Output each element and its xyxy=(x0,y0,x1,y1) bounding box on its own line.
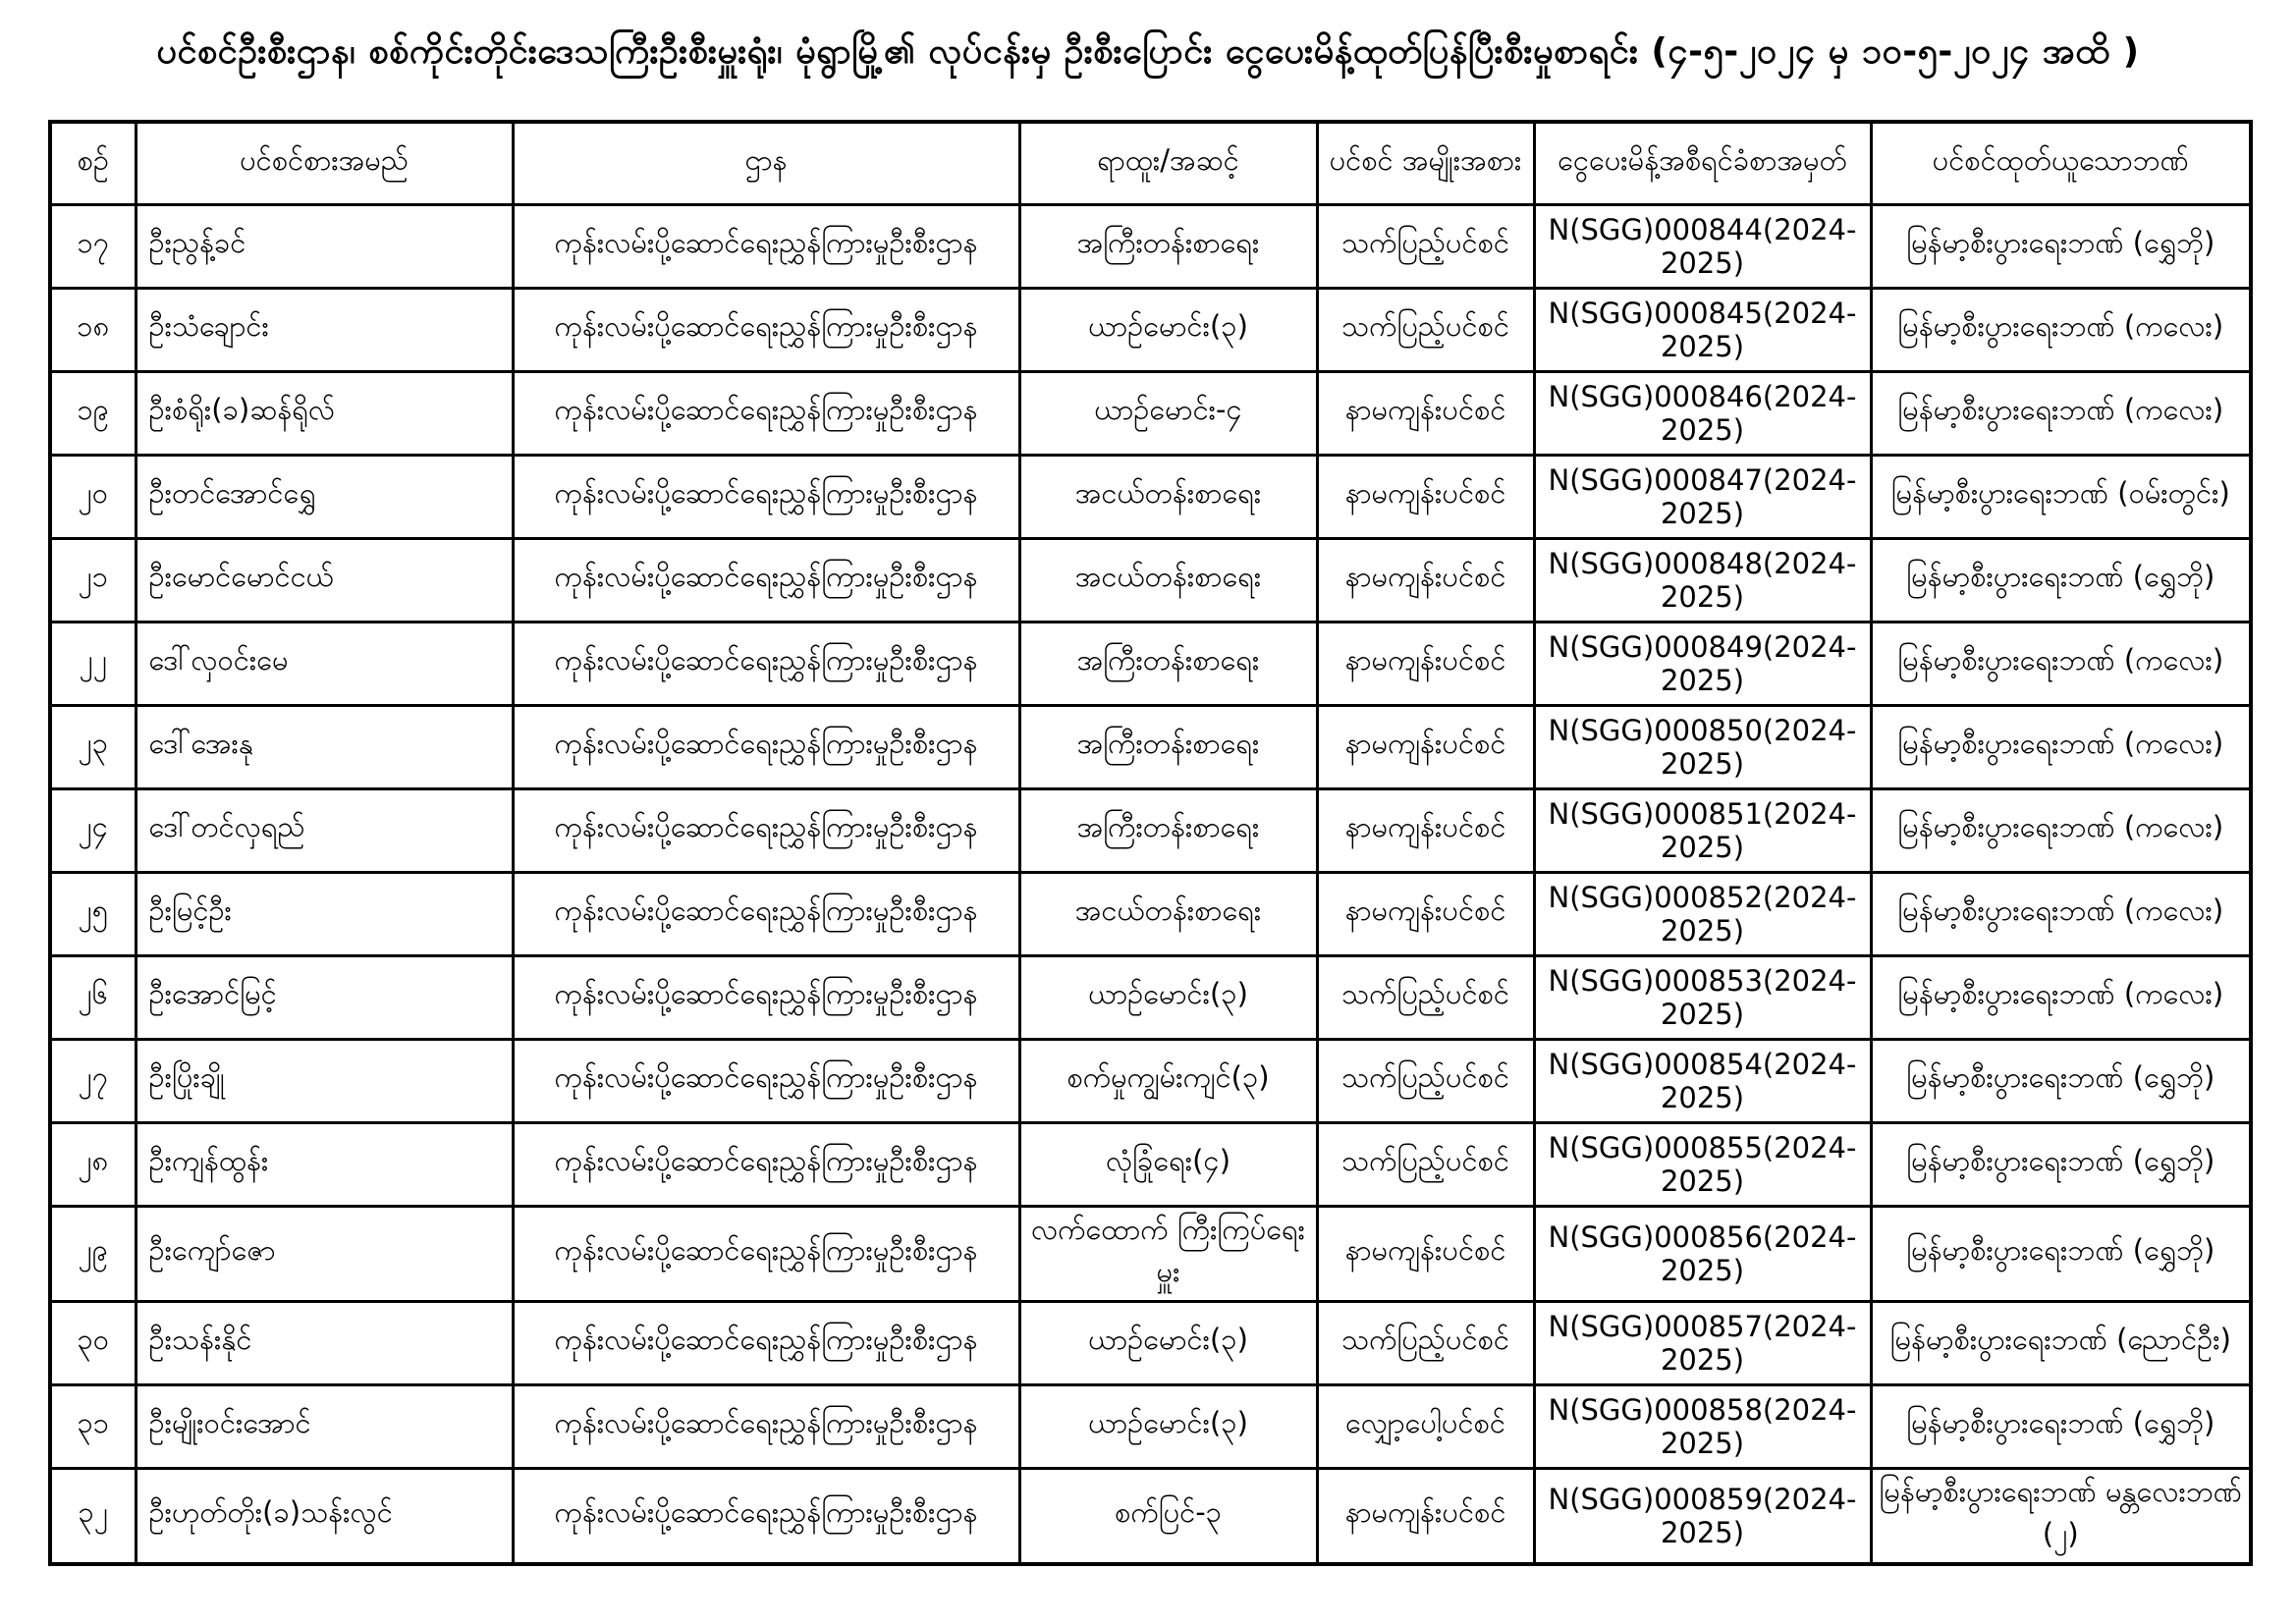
cell-serial: ၂၉ xyxy=(50,1206,136,1301)
table-row xyxy=(50,371,2251,455)
table-row xyxy=(50,288,2251,371)
cell-bank: မြန်မာ့စီးပွားရေးဘဏ် (ရွှေဘို) xyxy=(1871,1122,2251,1206)
cell-department: ကုန်းလမ်းပို့ဆောင်ရေးညွှန်ကြားမှုဦးစီးဌာန xyxy=(513,371,1019,455)
cell-name: ဦးသန်းနိုင် xyxy=(136,1301,513,1384)
cell-serial: ၂၁ xyxy=(50,538,136,622)
cell-position: ယာဉ်မောင်း(၃) xyxy=(1019,1384,1317,1468)
cell-pension-type: နာမကျန်းပင်စင် xyxy=(1317,371,1534,455)
cell-serial: ၂၂ xyxy=(50,622,136,705)
cell-bank: မြန်မာ့စီးပွားရေးဘဏ် (ကလေး) xyxy=(1871,622,2251,705)
cell-serial: ၂၅ xyxy=(50,872,136,955)
cell-position: အကြီးတန်းစာရေး xyxy=(1019,204,1317,288)
cell-department: ကုန်းလမ်းပို့ဆောင်ရေးညွှန်ကြားမှုဦးစီးဌာန xyxy=(513,455,1019,538)
header-department: ဌာန xyxy=(513,122,1019,204)
table-row xyxy=(50,1206,2251,1301)
cell-name: ဦးပြိုးချို xyxy=(136,1039,513,1122)
cell-payment-order-number: N(SGG)000854(2024-2025) xyxy=(1534,1039,1871,1122)
cell-position: အငယ်တန်းစာရေး xyxy=(1019,538,1317,622)
table-row xyxy=(50,1301,2251,1384)
cell-pension-type: သက်ပြည့်ပင်စင် xyxy=(1317,288,1534,371)
table-row xyxy=(50,622,2251,705)
table-row xyxy=(50,455,2251,538)
table-row xyxy=(50,1384,2251,1468)
cell-department: ကုန်းလမ်းပို့ဆောင်ရေးညွှန်ကြားမှုဦးစီးဌာန xyxy=(513,288,1019,371)
cell-name: ဦးကျန်ထွန်း xyxy=(136,1122,513,1206)
cell-payment-order-number: N(SGG)000847(2024-2025) xyxy=(1534,455,1871,538)
table-row xyxy=(50,538,2251,622)
cell-department: ကုန်းလမ်းပို့ဆောင်ရေးညွှန်ကြားမှုဦးစီးဌာန xyxy=(513,1384,1019,1468)
cell-department: ကုန်းလမ်းပို့ဆောင်ရေးညွှန်ကြားမှုဦးစီးဌာန xyxy=(513,1206,1019,1301)
cell-pension-type: သက်ပြည့်ပင်စင် xyxy=(1317,1301,1534,1384)
table-row xyxy=(50,705,2251,788)
cell-pension-type: နာမကျန်းပင်စင် xyxy=(1317,1206,1534,1301)
cell-payment-order-number: N(SGG)000846(2024-2025) xyxy=(1534,371,1871,455)
cell-serial: ၂၇ xyxy=(50,1039,136,1122)
cell-serial: ၃၁ xyxy=(50,1384,136,1468)
table-header-row xyxy=(50,122,2251,204)
cell-bank: မြန်မာ့စီးပွားရေးဘဏ် (ညောင်ဦး) xyxy=(1871,1301,2251,1384)
cell-bank: မြန်မာ့စီးပွားရေးဘဏ် (ကလေး) xyxy=(1871,872,2251,955)
cell-position: အငယ်တန်းစာရေး xyxy=(1019,455,1317,538)
cell-position: အငယ်တန်းစာရေး xyxy=(1019,872,1317,955)
table-body xyxy=(50,204,2251,1564)
cell-position: အကြီးတန်းစာရေး xyxy=(1019,705,1317,788)
cell-pension-type: သက်ပြည့်ပင်စင် xyxy=(1317,1039,1534,1122)
cell-department: ကုန်းလမ်းပို့ဆောင်ရေးညွှန်ကြားမှုဦးစီးဌာန xyxy=(513,705,1019,788)
header-payment-order-number: ငွေပေးမိန့်အစီရင်ခံစာအမှတ် xyxy=(1534,122,1871,204)
cell-payment-order-number: N(SGG)000851(2024-2025) xyxy=(1534,788,1871,872)
cell-serial: ၂၀ xyxy=(50,455,136,538)
header-serial: စဉ် xyxy=(50,122,136,204)
cell-position: လုံခြုံရေး(၄) xyxy=(1019,1122,1317,1206)
cell-payment-order-number: N(SGG)000856(2024-2025) xyxy=(1534,1206,1871,1301)
cell-payment-order-number: N(SGG)000855(2024-2025) xyxy=(1534,1122,1871,1206)
cell-name: ဦးသံချောင်း xyxy=(136,288,513,371)
cell-payment-order-number: N(SGG)000859(2024-2025) xyxy=(1534,1468,1871,1564)
table-row xyxy=(50,1122,2251,1206)
cell-payment-order-number: N(SGG)000845(2024-2025) xyxy=(1534,288,1871,371)
cell-payment-order-number: N(SGG)000853(2024-2025) xyxy=(1534,955,1871,1039)
table-row xyxy=(50,204,2251,288)
cell-department: ကုန်းလမ်းပို့ဆောင်ရေးညွှန်ကြားမှုဦးစီးဌာန xyxy=(513,1468,1019,1564)
cell-serial: ၂၆ xyxy=(50,955,136,1039)
cell-bank: မြန်မာ့စီးပွားရေးဘဏ် (ရွှေဘို) xyxy=(1871,538,2251,622)
cell-name: ဦးတင်အောင်ရွှေ xyxy=(136,455,513,538)
cell-name: ဒေါ်တင်လှရည် xyxy=(136,788,513,872)
cell-pension-type: သက်ပြည့်ပင်စင် xyxy=(1317,1122,1534,1206)
cell-pension-type: သက်ပြည့်ပင်စင် xyxy=(1317,204,1534,288)
cell-payment-order-number: N(SGG)000858(2024-2025) xyxy=(1534,1384,1871,1468)
cell-position: ယာဉ်မောင်း(၃) xyxy=(1019,288,1317,371)
cell-name: ဦးအောင်မြင့် xyxy=(136,955,513,1039)
cell-bank: မြန်မာ့စီးပွားရေးဘဏ် (ဝမ်းတွင်း) xyxy=(1871,455,2251,538)
cell-name: ဦးကျော်ဇော xyxy=(136,1206,513,1301)
cell-payment-order-number: N(SGG)000849(2024-2025) xyxy=(1534,622,1871,705)
page-title: ပင်စင်ဦးစီးဌာန၊ စစ်ကိုင်းတိုင်းဒေသကြီးဦးစီးမှူးရုံး၊ မုံရွာမြို့၏ လုပ်ငန်းမှ ဦးစီးပြောင်း ငွေပေးမိန့်ထုတ်ပြန်ပြီးစီးမှုစာရင်း (၄-၅-၂၀၂၄ မှ ၁၀-၅-၂၀၂၄ အထိ ) xyxy=(156,31,2140,72)
cell-position: ယာဉ်မောင်း(၃) xyxy=(1019,1301,1317,1384)
cell-pension-type: သက်ပြည့်ပင်စင် xyxy=(1317,955,1534,1039)
cell-name: ဦးမောင်မောင်ငယ် xyxy=(136,538,513,622)
cell-position: စက်မှုကျွမ်းကျင်(၃) xyxy=(1019,1039,1317,1122)
cell-name: ဦးမျိုးဝင်းအောင် xyxy=(136,1384,513,1468)
header-position-rank: ရာထူး/အဆင့် xyxy=(1019,122,1317,204)
cell-bank: မြန်မာ့စီးပွားရေးဘဏ် (ရွှေဘို) xyxy=(1871,1039,2251,1122)
cell-name: ဒေါ်အေးနု xyxy=(136,705,513,788)
cell-bank: မြန်မာ့စီးပွားရေးဘဏ် (ကလေး) xyxy=(1871,955,2251,1039)
table-row xyxy=(50,955,2251,1039)
pension-payment-table xyxy=(48,120,2253,1566)
cell-pension-type: နာမကျန်းပင်စင် xyxy=(1317,872,1534,955)
cell-bank: မြန်မာ့စီးပွားရေးဘဏ် (ရွှေဘို) xyxy=(1871,204,2251,288)
cell-pension-type: နာမကျန်းပင်စင် xyxy=(1317,705,1534,788)
cell-department: ကုန်းလမ်းပို့ဆောင်ရေးညွှန်ကြားမှုဦးစီးဌာန xyxy=(513,204,1019,288)
table-row xyxy=(50,788,2251,872)
cell-serial: ၃၀ xyxy=(50,1301,136,1384)
cell-bank: မြန်မာ့စီးပွားရေးဘဏ် (ကလေး) xyxy=(1871,705,2251,788)
table-row xyxy=(50,1039,2251,1122)
cell-position: ယာဉ်မောင်း-၄ xyxy=(1019,371,1317,455)
header-bank: ပင်စင်ထုတ်ယူသောဘဏ် xyxy=(1871,122,2251,204)
cell-payment-order-number: N(SGG)000844(2024-2025) xyxy=(1534,204,1871,288)
table-row xyxy=(50,1468,2251,1564)
cell-name: ဦးမြင့်ဦး xyxy=(136,872,513,955)
cell-department: ကုန်းလမ်းပို့ဆောင်ရေးညွှန်ကြားမှုဦးစီးဌာန xyxy=(513,955,1019,1039)
cell-payment-order-number: N(SGG)000848(2024-2025) xyxy=(1534,538,1871,622)
cell-position: ယာဉ်မောင်း(၃) xyxy=(1019,955,1317,1039)
cell-pension-type: နာမကျန်းပင်စင် xyxy=(1317,1468,1534,1564)
header-pensioner-name: ပင်စင်စားအမည် xyxy=(136,122,513,204)
cell-serial: ၁၉ xyxy=(50,371,136,455)
cell-serial: ၂၃ xyxy=(50,705,136,788)
cell-name: ဒေါ်လှဝင်းမေ xyxy=(136,622,513,705)
cell-bank: မြန်မာ့စီးပွားရေးဘဏ် (ရွှေဘို) xyxy=(1871,1384,2251,1468)
cell-department: ကုန်းလမ်းပို့ဆောင်ရေးညွှန်ကြားမှုဦးစီးဌာန xyxy=(513,1301,1019,1384)
cell-position: လက်ထောက် ကြီးကြပ်ရေးမှူး xyxy=(1019,1206,1317,1301)
cell-serial: ၃၂ xyxy=(50,1468,136,1564)
cell-payment-order-number: N(SGG)000850(2024-2025) xyxy=(1534,705,1871,788)
cell-department: ကုန်းလမ်းပို့ဆောင်ရေးညွှန်ကြားမှုဦးစီးဌာန xyxy=(513,872,1019,955)
cell-department: ကုန်းလမ်းပို့ဆောင်ရေးညွှန်ကြားမှုဦးစီးဌာန xyxy=(513,1122,1019,1206)
cell-position: စက်ပြင်-၃ xyxy=(1019,1468,1317,1564)
table-row xyxy=(50,872,2251,955)
cell-serial: ၁၇ xyxy=(50,204,136,288)
cell-position: အကြီးတန်းစာရေး xyxy=(1019,622,1317,705)
cell-name: ဦးဟုတ်တိုး(ခ)သန်းလွင် xyxy=(136,1468,513,1564)
cell-pension-type: လျှော့ပေါ့ပင်စင် xyxy=(1317,1384,1534,1468)
cell-pension-type: နာမကျန်းပင်စင် xyxy=(1317,788,1534,872)
cell-bank: မြန်မာ့စီးပွားရေးဘဏ် (ကလေး) xyxy=(1871,788,2251,872)
cell-payment-order-number: N(SGG)000857(2024-2025) xyxy=(1534,1301,1871,1384)
cell-bank: မြန်မာ့စီးပွားရေးဘဏ် (ရွှေဘို) xyxy=(1871,1206,2251,1301)
cell-pension-type: နာမကျန်းပင်စင် xyxy=(1317,622,1534,705)
cell-department: ကုန်းလမ်းပို့ဆောင်ရေးညွှန်ကြားမှုဦးစီးဌာန xyxy=(513,622,1019,705)
cell-bank: မြန်မာ့စီးပွားရေးဘဏ် မန္တလေးဘဏ် (၂) xyxy=(1871,1468,2251,1564)
cell-position: အကြီးတန်းစာရေး xyxy=(1019,788,1317,872)
cell-bank: မြန်မာ့စီးပွားရေးဘဏ် (ကလေး) xyxy=(1871,288,2251,371)
cell-name: ဦးစံရိုး(ခ)ဆန်ရိုလ် xyxy=(136,371,513,455)
cell-payment-order-number: N(SGG)000852(2024-2025) xyxy=(1534,872,1871,955)
cell-serial: ၂၄ xyxy=(50,788,136,872)
cell-pension-type: နာမကျန်းပင်စင် xyxy=(1317,455,1534,538)
cell-department: ကုန်းလမ်းပို့ဆောင်ရေးညွှန်ကြားမှုဦးစီးဌာန xyxy=(513,788,1019,872)
cell-department: ကုန်းလမ်းပို့ဆောင်ရေးညွှန်ကြားမှုဦးစီးဌာန xyxy=(513,1039,1019,1122)
cell-serial: ၁၈ xyxy=(50,288,136,371)
cell-name: ဦးညွန့်ခင် xyxy=(136,204,513,288)
cell-pension-type: နာမကျန်းပင်စင် xyxy=(1317,538,1534,622)
cell-bank: မြန်မာ့စီးပွားရေးဘဏ် (ကလေး) xyxy=(1871,371,2251,455)
header-pension-type: ပင်စင် အမျိုးအစား xyxy=(1317,122,1534,204)
cell-serial: ၂၈ xyxy=(50,1122,136,1206)
cell-department: ကုန်းလမ်းပို့ဆောင်ရေးညွှန်ကြားမှုဦးစီးဌာန xyxy=(513,538,1019,622)
